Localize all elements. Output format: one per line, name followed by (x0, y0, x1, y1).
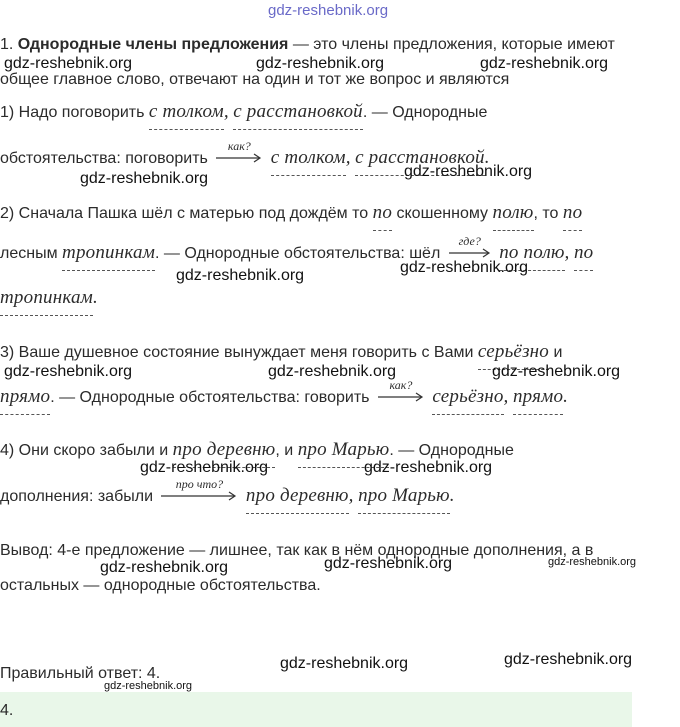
answer-value: 4. (0, 702, 14, 719)
question-arrow (378, 378, 424, 402)
item-text: и (553, 344, 563, 361)
homogeneous-member: серьёзно (477, 341, 550, 362)
homogeneous-member: про Марью (297, 439, 390, 460)
item-text: обстоятельства: поговорить (0, 150, 208, 167)
conclusion-line-2: остальных — однородные обстоятельства. (0, 577, 321, 594)
question-arrow (161, 477, 237, 501)
intro-text: — это члены предложения, которые имеют (292, 36, 615, 53)
watermark: gdz-reshebnik.org (364, 459, 493, 476)
watermark: gdz-reshebnik.org (100, 559, 229, 576)
intro-term: Однородные члены предложения (17, 36, 289, 53)
item-text: 2) Сначала Пашка шёл с матерью под дождём то (0, 205, 369, 222)
watermark: gdz-reshebnik.org (268, 363, 397, 380)
watermark: gdz-reshebnik.org (4, 55, 133, 72)
correct-answer: Правильный ответ: 4. (0, 665, 161, 682)
watermark: gdz-reshebnik.org (268, 2, 389, 19)
item-text: дополнения: забыли (0, 488, 154, 505)
watermark: gdz-reshebnik.org (504, 651, 633, 668)
homogeneous-member: про Марью (358, 485, 450, 506)
item-text: 4) Они скоро забыли и (0, 442, 169, 459)
question-label: как? (389, 378, 413, 392)
item-1-line-2: обстоятельства: поговорить как? с толком, с расстановкой. (0, 148, 490, 169)
item-text: скошенному (396, 205, 489, 222)
item-2-line-1 (0, 203, 582, 224)
item-2-line-3: тропинкам. (0, 287, 98, 308)
watermark: gdz-reshebnik.org (4, 363, 133, 380)
watermark: gdz-reshebnik.org (140, 459, 269, 476)
watermark: gdz-reshebnik.org (280, 655, 409, 672)
answer-box (0, 692, 632, 727)
item-1-line-1: 1) Надо поговорить с толком, с расстановкой. — Однородные (0, 101, 488, 122)
item-text: . — Однородные обстоятельства: шёл (155, 245, 441, 262)
watermark: gdz-reshebnik.org (548, 556, 637, 568)
question-label: как? (227, 139, 251, 153)
watermark: gdz-reshebnik.org (80, 170, 209, 187)
item-text: . — Однородные (389, 442, 514, 459)
question-label: где? (458, 234, 481, 248)
item-text: , то (533, 205, 559, 222)
watermark: gdz-reshebnik.org (400, 259, 529, 276)
item-text: . — Однородные (362, 104, 488, 121)
item-text: лесным (0, 245, 58, 262)
homogeneous-member: серьёзно (432, 386, 504, 407)
watermark: gdz-reshebnik.org (404, 163, 533, 180)
homogeneous-member: с толком (270, 147, 346, 168)
homogeneous-member: по (573, 242, 594, 263)
watermark: gdz-reshebnik.org (176, 267, 305, 284)
homogeneous-member: с расстановкой (233, 101, 363, 122)
homogeneous-member: тропинкам (0, 287, 93, 308)
item-text: , и (275, 442, 294, 459)
homogeneous-member: про деревню (245, 485, 349, 506)
watermark: gdz-reshebnik.org (256, 55, 385, 72)
watermark: gdz-reshebnik.org (104, 680, 193, 692)
question-arrow (449, 234, 491, 258)
homogeneous-member: с расстановкой (355, 147, 485, 168)
homogeneous-member: про деревню (172, 439, 276, 460)
homogeneous-member: полю (492, 202, 534, 223)
item-3-line-2: прямо. — Однородные обстоятельства: говорить как? серьёзно, прямо. (0, 387, 568, 408)
watermark: gdz-reshebnik.org (480, 55, 609, 72)
homogeneous-member: прямо (512, 386, 564, 407)
item-3-line-1 (0, 342, 562, 363)
intro-line-2: общее главное слово, отвечают на один и тот же вопрос и являются (0, 71, 510, 88)
homogeneous-member: тропинкам (62, 242, 156, 263)
item-text: 1) Надо поговорить (0, 104, 145, 121)
question-label: про что? (175, 477, 224, 491)
item-4-line-1 (0, 440, 514, 461)
homogeneous-member: с толком (148, 101, 224, 122)
homogeneous-member: прямо (0, 386, 51, 407)
intro-line-1 (0, 35, 615, 55)
homogeneous-member: по (562, 202, 583, 223)
item-2-line-2: лесным тропинкам. — Однородные обстоятельства: шёл где? по полю, по (0, 243, 593, 264)
item-4-line-2: дополнения: забыли про что? про деревню, про Марью. (0, 486, 455, 507)
intro-number: 1. (0, 36, 14, 53)
item-text: . — Однородные обстоятельства: говорить (50, 389, 370, 406)
homogeneous-member: по (372, 202, 393, 223)
conclusion-line-1: Вывод: 4-е предложение — лишнее, так как в нём однородные дополнения, а в (0, 542, 594, 559)
item-text: 3) Ваше душевное состояние вынуждает меня говорить с Вами (0, 344, 474, 361)
watermark: gdz-reshebnik.org (492, 363, 621, 380)
homogeneous-member: по полю (499, 242, 565, 263)
question-arrow (216, 139, 262, 163)
watermark: gdz-reshebnik.org (324, 555, 453, 572)
